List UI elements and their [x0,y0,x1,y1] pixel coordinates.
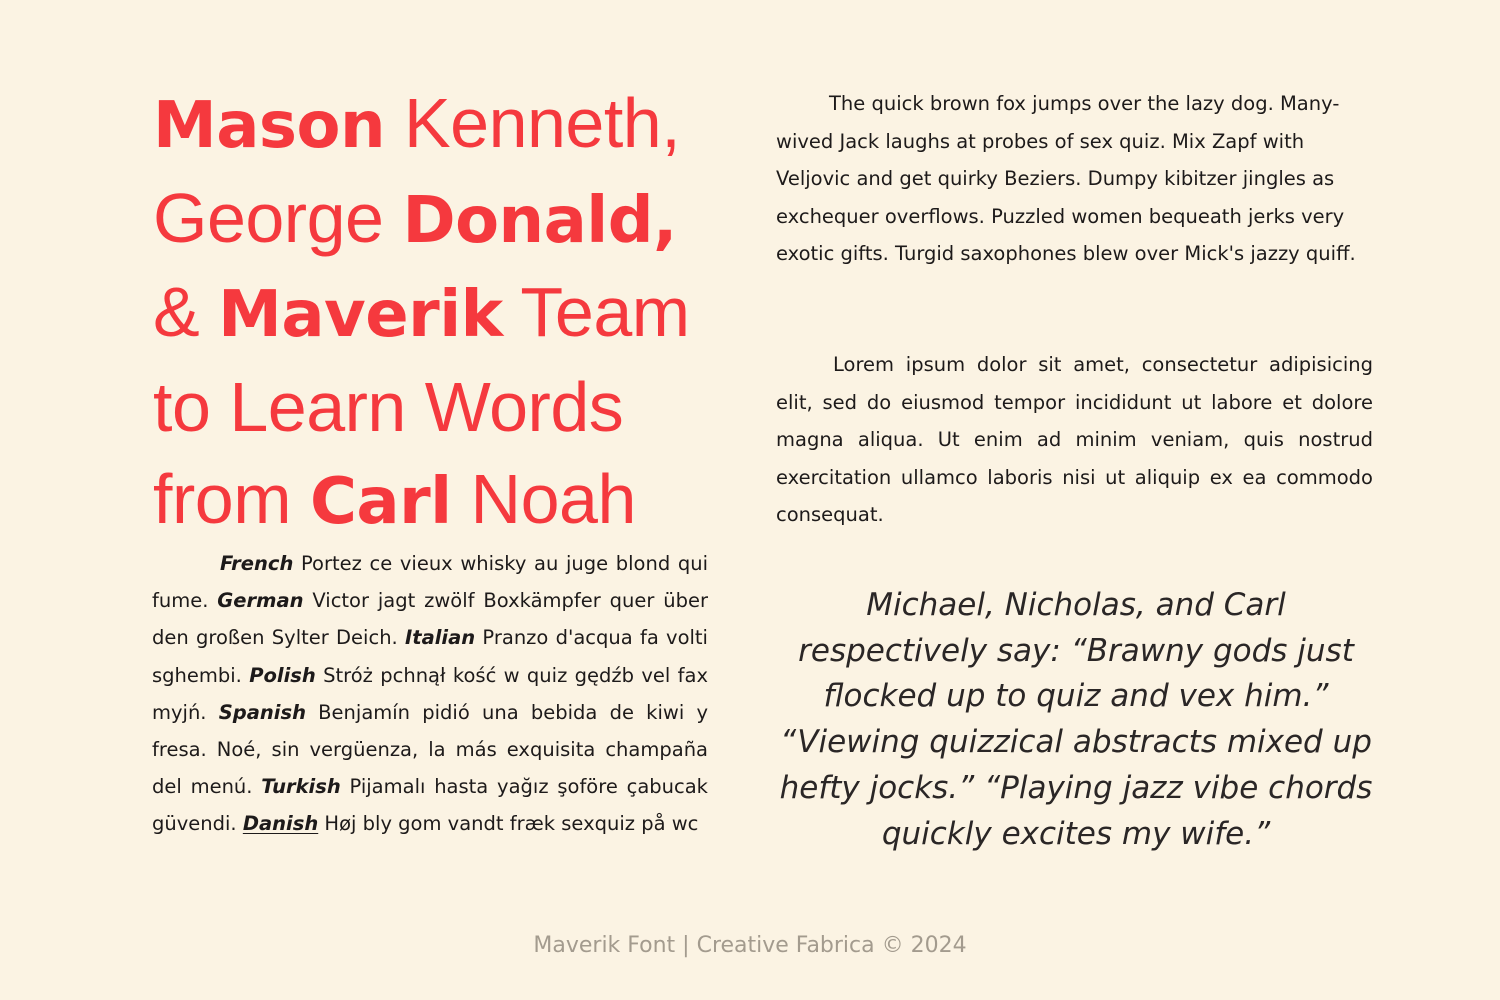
pangram-french: Portez ce vieux whisky au juge blond qui fume. [152,552,708,613]
pangram-polish: Stróż pchnął kość w quiz gędźb vel fax myjń. [152,663,708,724]
headline-bold-word: Mason [153,89,385,163]
headline-light-word: to Learn Words [153,367,624,446]
headline-bold-word: Maverik [218,278,503,352]
headline-line-3 [153,267,733,362]
pangram-spanish: Benjamín pidió una bebida de kiwi y fresa. Noé, sin vergüenza, la más exquisita champaña del menú. [152,700,708,799]
language-label-polish: Polish [249,663,316,687]
headline-bold-word: Donald [402,183,654,258]
language-label-italian: Italian [405,626,476,650]
pangram-german: Victor jagt zwölf Boxkämpfer quer über den großen Sylter Deich. [152,589,708,650]
headline-punctuation: , [653,183,677,258]
headline-light-word: George [153,178,403,257]
headline-light-word: & [153,273,219,351]
headline-light-word: Team [502,273,690,351]
headline-light-word: Kenneth, [385,84,681,162]
lorem-ipsum-paragraph: Lorem ipsum dolor sit amet, consectetur adipisicing elit, sed do eiusmod tempor incididunt ut labore et dolore magna aliqua. Ut enim ad minim veniam, quis nostrud exercitation ullamco laboris nisi ut aliquip ex ea commodo consequat. [776,353,1373,526]
language-label-turkish: Turkish [261,775,341,799]
footer-credit: Maverik Font | Creative Fabrica © 2024 [533,933,967,958]
language-label-danish: Danish [242,812,319,836]
language-label-spanish: Spanish [218,700,306,724]
pangram-italian: Pranzo d'acqua fa volti sghembi. [152,626,708,687]
headline-line-4 [153,362,733,455]
headline-line-1 [153,78,733,173]
headline-light-word: from [153,460,310,538]
headline-light-word: Noah [451,460,636,538]
italic-quote: Michael, Nicholas, and Carl respectively say: “Brawny gods just flocked up to quiz and vex him.” “Viewing quizzical abstracts mixed up hefty jocks.” “Playing jazz vibe chords quickly excites my wife.” [779,587,1373,852]
pangram-paragraph: The quick brown fox jumps over the lazy dog. Many-wived Jack laughs at probes of sex quiz. Mix Zapf with Veljovic and get quirky Beziers. Dumpy kibitzer jingles as exchequer overflows. Puzzled women bequeath jerks very exotic gifts. Turgid saxophones blew over Mick's jazzy quiff. [776,92,1356,265]
pangram-turkish: Pijamalı hasta yağız şoföre çabucak güvendi. [152,775,708,836]
headline-line-5 [153,454,733,549]
headline-line-2 [153,173,733,268]
language-pangrams [152,545,708,843]
headline-bold-word: Carl [309,465,452,539]
headline [153,78,733,549]
language-label-german: German [217,589,304,613]
pangram-danish: Høj bly gom vandt fræk sexquiz på wc [318,812,699,836]
language-label-french: French [220,552,294,575]
